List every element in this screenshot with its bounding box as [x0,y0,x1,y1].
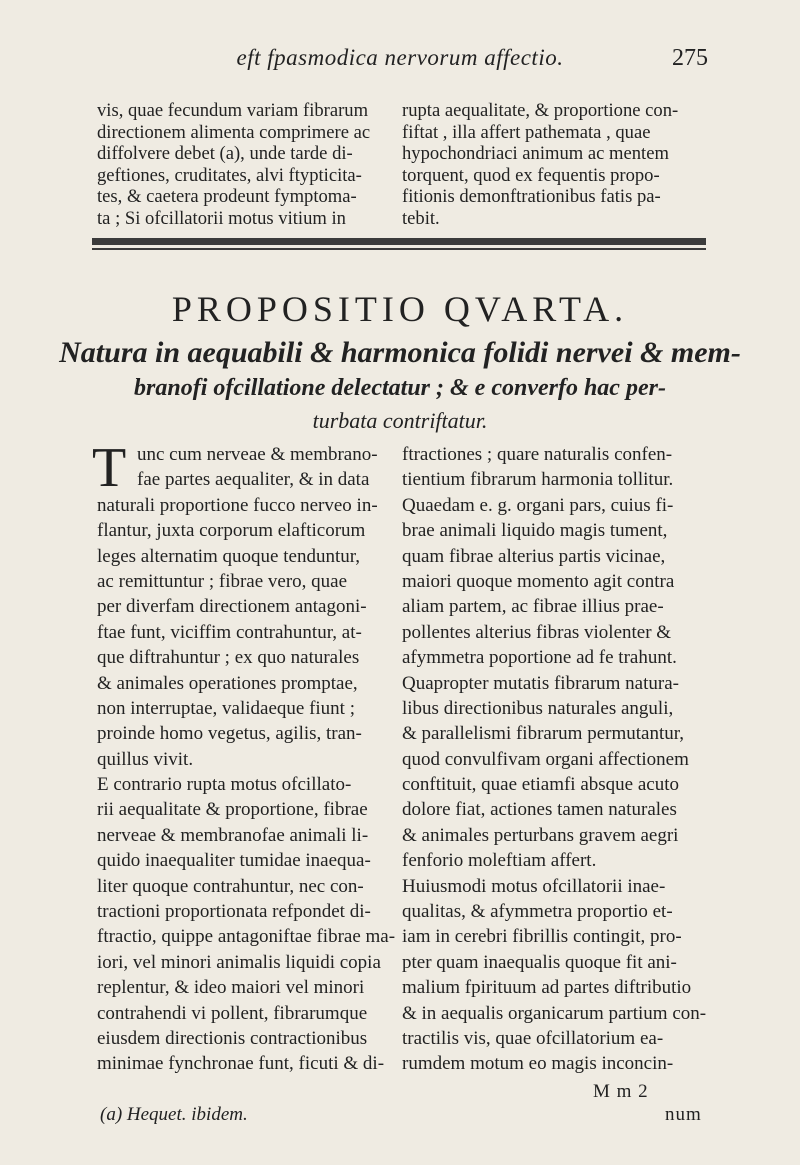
ornamental-rule-thick [92,238,706,245]
proposition-subtitle-line-3: turbata contriftatur. [312,408,488,433]
text-line: iam in cerebri fibrillis contingit, pro- [402,926,682,948]
text-line: fae partes aequaliter, & in data [137,469,370,491]
text-line: afymmetra poportione ad fe trahunt. [402,647,677,669]
text-line: pollentes alterius fibras violenter & [402,621,672,643]
text-line: maiori quoque momento agit contra [402,570,675,592]
text-line: diffolvere debet (a), unde tarde di- [97,143,353,165]
text-line: Quapropter mutatis fibrarum natura- [402,672,679,694]
text-line: brae animali liquido magis tument, [402,520,668,542]
text-line: fitionis demonftrationibus fatis pa- [402,186,661,208]
text-line: tebit. [402,207,440,229]
page-number: 275 [672,45,708,71]
text-line: que diftrahuntur ; ex quo naturales [97,647,360,669]
text-line: proinde homo vegetus, agilis, tran- [97,723,362,745]
text-line: rii aequalitate & proportione, fibrae [97,799,368,821]
text-line: torquent, quod ex fequentis propo- [402,164,660,186]
text-line: leges alternatim quoque tenduntur, [97,545,361,567]
text-line: iori, vel minori animalis liquidi copia [97,951,381,973]
text-line: E contrario rupta motus ofcillato- [97,774,352,796]
body-right-column [402,442,712,1077]
text-line: unc cum nerveae & membrano- [137,444,378,465]
drop-cap: T [92,437,127,499]
footnote: (a) Hequet. ibidem. [100,1104,248,1125]
text-line: geftiones, cruditates, alvi ftypticita- [97,164,362,186]
text-line: contrahendi vi pollent, fibrarumque [97,1002,368,1024]
top-right-column [402,100,714,230]
text-line: vis, quae fecundum variam fibrarum [97,100,369,121]
text-line: pter quam inaequalis quoque fit ani- [402,951,677,973]
text-line: eiusdem directionis contractionibus [97,1027,368,1049]
proposition-subtitle-line-2: branofi ofcillatione delectatur ; & e converfo hac per- [134,375,666,401]
ornamental-rule-thin [92,248,706,250]
text-line: Quaedam e. g. organi pars, cuius fi- [402,494,674,516]
proposition-title: PROPOSITIO QVARTA. [171,289,629,329]
text-line: liter quoque contrahuntur, nec con- [97,875,364,897]
text-line: qualitas, & afymmetra proportio et- [402,901,673,923]
text-line: libus directionibus naturales anguli, [402,697,674,719]
running-head: eft fpasmodica nervorum affectio. [236,45,564,70]
text-line: fiftat , illa affert pathemata , quae [402,121,651,143]
text-line: & in aequalis organicarum partium con- [402,1002,707,1024]
text-line: nerveae & membranofae animali li- [97,824,369,846]
text-line: tientium fibrarum harmonia tollitur. [402,469,674,491]
text-line: dolore fiat, actiones tamen naturales [402,799,677,821]
text-line: per diverfam directionem antagoni- [97,596,367,618]
text-line: fenforio moleftiam affert. [402,850,597,872]
text-line: minimae fynchronae funt, ficuti & di- [97,1053,385,1075]
text-line: rumdem motum eo magis inconcin- [402,1053,674,1075]
text-line: quido inaequaliter tumidae inaequa- [97,850,371,872]
text-line: ftractio, quippe antagoniftae fibrae ma- [97,926,396,948]
text-line: replentur, & ideo maiori vel minori [97,977,365,999]
text-line: non interruptae, validaeque fiunt ; [97,697,355,719]
text-line: quillus vivit. [97,748,194,770]
text-line: ac remittuntur ; fibrae vero, quae [97,570,348,592]
text-line: hypochondriaci animum ac mentem [402,143,669,165]
text-line: tractilis vis, quae ofcillatorium ea- [402,1027,664,1049]
text-line: quod convulfivam organi affectionem [402,748,689,770]
text-line: quam fibrae alterius partis vicinae, [402,545,666,567]
text-line: malium fpirituum ad partes diftributio [402,977,692,999]
signature-mark: M m 2 [593,1081,649,1102]
body-left-column [97,442,396,1077]
text-line: Huiusmodi motus ofcillatorii inae- [402,875,666,897]
text-line: aliam partem, ac fibrae illius prae- [402,596,664,618]
text-line: & animales operationes promptae, [97,672,358,694]
text-line: directionem alimenta comprimere ac [97,121,371,143]
text-line: & parallelismi fibrarum permutantur, [402,723,685,745]
text-line: tractioni proportionata refpondet di- [97,901,371,923]
text-line: rupta aequalitate, & proportione con- [402,100,679,121]
proposition-subtitle-line-1: Natura in aequabili & harmonica folidi nervei & mem- [59,336,741,369]
text-line: ftractiones ; quare naturalis confen- [402,444,673,465]
text-line: tes, & caetera prodeunt fymptoma- [97,186,357,208]
text-line: & animales perturbans gravem aegri [402,824,679,846]
catchword: num [665,1104,702,1125]
text-line: flantur, juxta corporum elafticorum [97,520,366,542]
text-line: conftituit, quae etiamfi absque acuto [402,774,679,796]
text-line: naturali proportione fucco nerveo in- [97,494,378,516]
text-line: ftae funt, viciffim contrahuntur, at- [97,621,362,643]
top-left-column [97,100,377,230]
text-line: ta ; Si ofcillatorii motus vitium in [97,207,346,229]
